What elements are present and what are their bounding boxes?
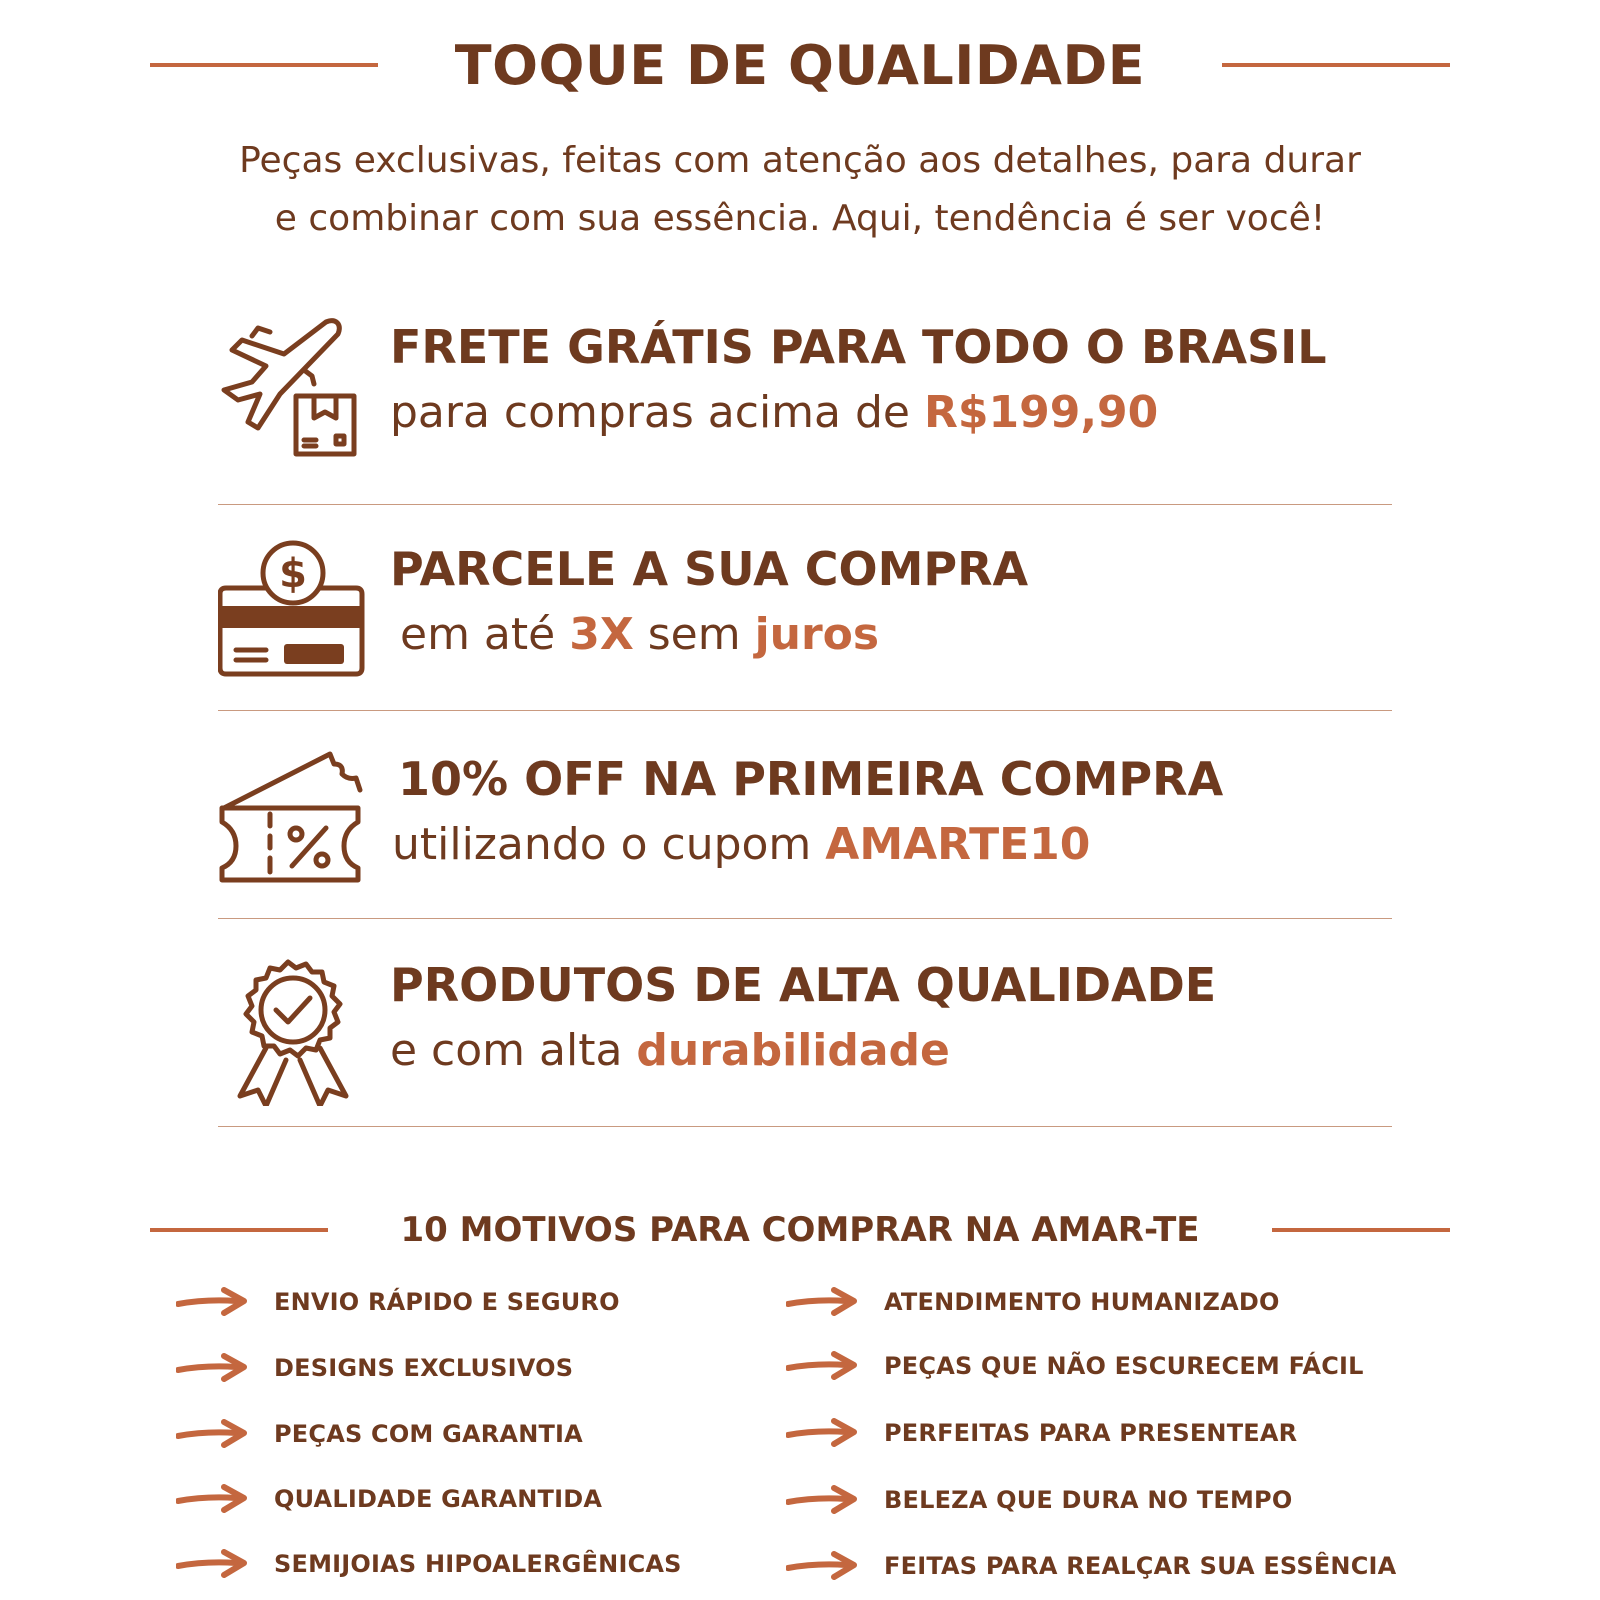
feature-2-subtitle	[390, 606, 1028, 664]
reason-label: PEÇAS COM GARANTIA	[274, 1420, 583, 1448]
reason-label: BELEZA QUE DURA NO TEMPO	[884, 1486, 1293, 1514]
feature-high-quality	[218, 956, 1392, 1106]
reason-item	[786, 1280, 1280, 1324]
arrow-right-icon	[786, 1485, 858, 1515]
feature-4-headline: PRODUTOS DE ALTA QUALIDADE	[390, 958, 1217, 1012]
reason-label: ENVIO RÁPIDO E SEGURO	[274, 1288, 620, 1316]
feature-4-text	[390, 956, 1216, 1080]
reason-label: DESIGNS EXCLUSIVOS	[274, 1354, 574, 1382]
arrow-right-icon	[786, 1418, 858, 1448]
arrow-right-icon	[786, 1351, 858, 1381]
feature-1-subtitle	[390, 384, 1327, 442]
reason-label: ATENDIMENTO HUMANIZADO	[884, 1288, 1280, 1316]
free-shipping-threshold: R$199,90	[923, 387, 1159, 438]
feature-3-text	[392, 750, 1224, 874]
feature-1-headline: FRETE GRÁTIS PARA TODO O BRASIL	[390, 320, 1327, 374]
main-title-row	[150, 30, 1450, 100]
divider-3	[218, 918, 1392, 919]
feature-4-sub-text: e com alta	[390, 1025, 637, 1076]
feature-1-text	[390, 318, 1327, 442]
intro-line-1: Peças exclusivas, feitas com atenção aos detalhes, para durar	[239, 140, 1361, 181]
divider-4	[218, 1126, 1392, 1127]
feature-free-shipping	[218, 318, 1392, 468]
feature-2-text	[390, 540, 1028, 664]
discount-ticket-icon	[218, 750, 368, 900]
feature-installments	[218, 540, 1392, 690]
reasons-title-row	[150, 1205, 1450, 1255]
reason-item	[176, 1412, 583, 1456]
reasons-right-rule	[1272, 1228, 1450, 1232]
svg-text:$: $	[279, 551, 307, 597]
reason-label: FEITAS PARA REALÇAR SUA ESSÊNCIA	[884, 1552, 1397, 1580]
divider-1	[218, 504, 1392, 505]
feature-2-sub-middle: sem	[633, 609, 755, 660]
reason-item	[176, 1280, 620, 1324]
feature-4-subtitle	[390, 1022, 1216, 1080]
feature-first-purchase-discount	[218, 750, 1392, 900]
arrow-right-icon	[176, 1353, 248, 1383]
arrow-right-icon	[176, 1419, 248, 1449]
arrow-right-icon	[176, 1549, 248, 1579]
title-right-rule	[1222, 63, 1450, 67]
reason-item	[176, 1477, 602, 1521]
reason-item	[176, 1542, 682, 1586]
reason-label: PEÇAS QUE NÃO ESCURECEM FÁCIL	[884, 1352, 1364, 1380]
installments-count: 3X	[569, 609, 634, 660]
quality-badge-icon	[218, 956, 368, 1106]
durability-label: durabilidade	[636, 1025, 950, 1076]
title-left-rule	[150, 63, 378, 67]
reason-label: PERFEITAS PARA PRESENTEAR	[884, 1419, 1298, 1447]
intro-text	[150, 132, 1450, 248]
feature-1-sub-text: para compras acima de	[390, 387, 924, 438]
reason-label: QUALIDADE GARANTIDA	[274, 1485, 603, 1513]
reason-item	[176, 1346, 573, 1390]
feature-2-headline: PARCELE A SUA COMPRA	[390, 542, 1029, 596]
arrow-right-icon	[786, 1287, 858, 1317]
feature-3-subtitle	[392, 816, 1223, 874]
airplane-box-icon	[218, 318, 368, 468]
arrow-right-icon	[176, 1484, 248, 1514]
feature-2-sub-text: em até	[400, 609, 570, 660]
page-title: TOQUE DE QUALIDADE	[454, 33, 1146, 97]
divider-2	[218, 710, 1392, 711]
reason-item	[786, 1478, 1292, 1522]
arrow-right-icon	[176, 1287, 248, 1317]
no-interest-label: juros	[754, 609, 880, 660]
reasons-title: 10 MOTIVOS PARA COMPRAR NA AMAR-TE	[400, 1210, 1200, 1250]
feature-3-sub-text: utilizando o cupom	[392, 819, 826, 870]
reason-item	[786, 1411, 1297, 1455]
arrow-right-icon	[786, 1551, 858, 1581]
credit-card-coin-icon	[218, 540, 368, 690]
reason-label: SEMIJOIAS HIPOALERGÊNICAS	[274, 1550, 682, 1578]
feature-3-headline: 10% OFF NA PRIMEIRA COMPRA	[398, 752, 1224, 806]
reasons-left-rule	[150, 1228, 328, 1232]
reason-item	[786, 1344, 1364, 1388]
intro-line-2: e combinar com sua essência. Aqui, tendência é ser você!	[274, 198, 1326, 239]
coupon-code: AMARTE10	[825, 819, 1091, 870]
reason-item	[786, 1544, 1396, 1588]
